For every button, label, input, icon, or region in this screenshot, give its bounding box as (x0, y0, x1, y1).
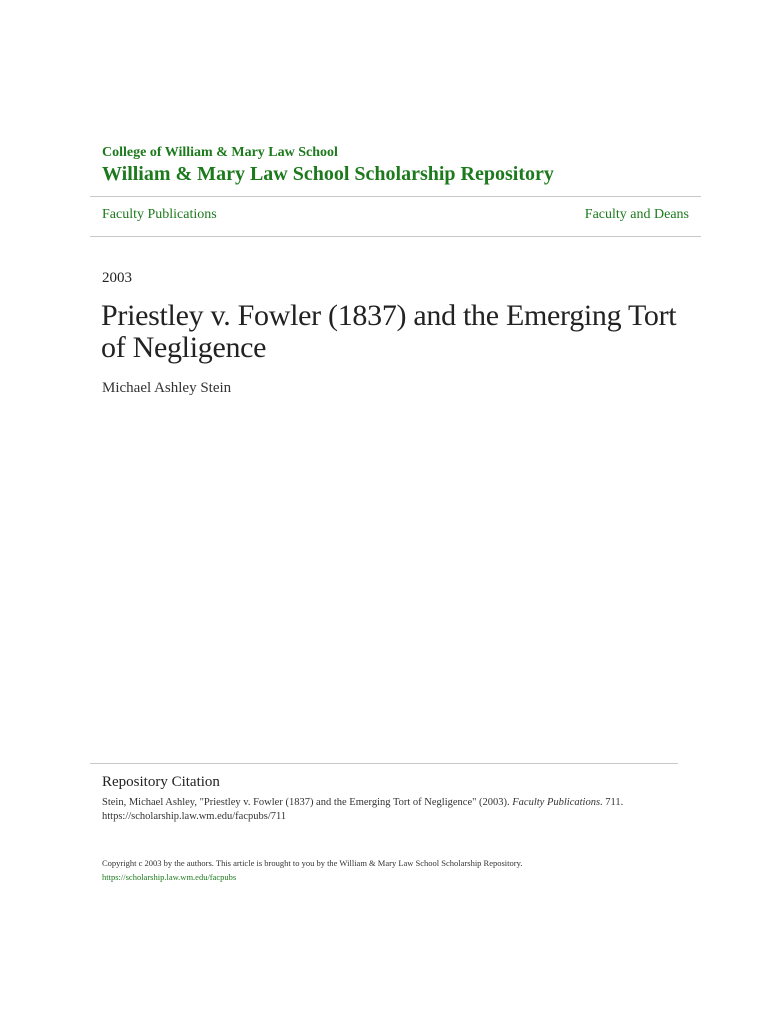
citation-text (102, 796, 662, 824)
faculty-publications-link[interactable]: Faculty Publications (102, 207, 217, 222)
repository-collection-link[interactable]: https://scholarship.law.wm.edu/facpubs (102, 872, 237, 882)
citation-divider (90, 763, 678, 764)
copyright-notice: Copyright c 2003 by the authors. This article is brought to you by the William & Mary Law School Scholarship Repository. (102, 858, 523, 868)
article-author: Michael Ashley Stein (102, 380, 232, 396)
repository-name: William & Mary Law School Scholarship Repository (102, 163, 554, 185)
repository-header (102, 144, 554, 186)
college-name: College of William & Mary Law School (102, 145, 338, 160)
article-title: Priestley v. Fowler (1837) and the Emerging Tort of Negligence (101, 299, 677, 364)
publication-year: 2003 (102, 270, 132, 286)
citation-prefix: Stein, Michael Ashley, "Priestley v. Fowler (1837) and the Emerging Tort of Negligence" (2003). (102, 797, 513, 808)
citation-series: Faculty Publications (512, 797, 601, 808)
nav-divider (90, 236, 701, 237)
faculty-and-deans-link[interactable]: Faculty and Deans (584, 207, 689, 222)
citation-url: https://scholarship.law.wm.edu/facpubs/711 (102, 811, 287, 822)
citation-suffix: . 711. (600, 797, 624, 808)
citation-heading: Repository Citation (102, 774, 220, 790)
top-divider (90, 196, 701, 197)
